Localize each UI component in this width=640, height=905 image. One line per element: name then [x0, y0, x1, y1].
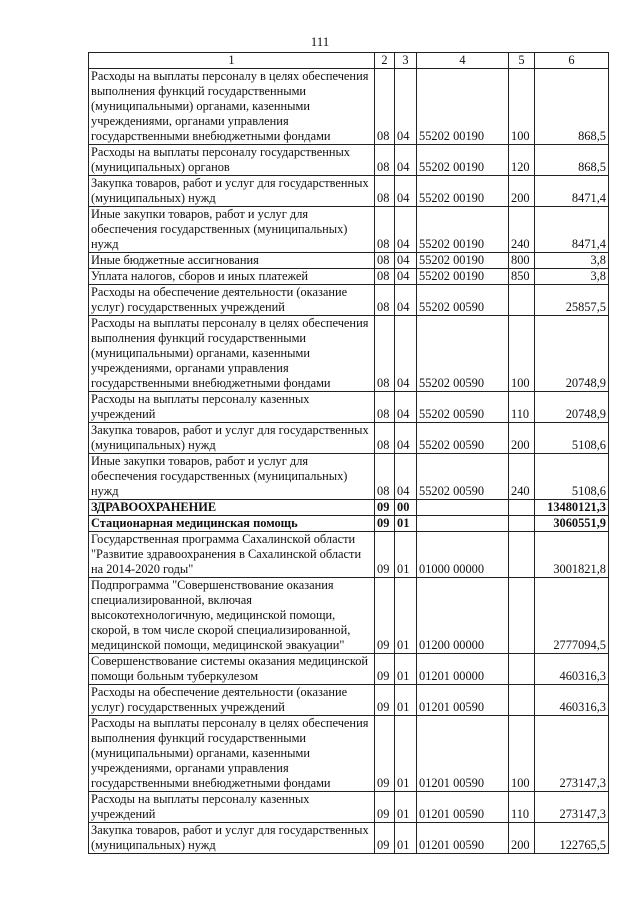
row-amount: 20748,9: [535, 392, 609, 423]
row-amount: 460316,3: [535, 685, 609, 716]
header-col-6: 6: [535, 53, 609, 69]
row-amount: 273147,3: [535, 792, 609, 823]
row-expense-type: [509, 654, 535, 685]
row-subsection: 01: [395, 823, 417, 854]
table-row: [89, 716, 609, 792]
row-name: Подпрограмма "Совершенствование оказания специализированной, включая высокотехнологичную, медицинской помощи, скорой, в том числе скорой специализированной, медицинской помощи, медицинской эвакуации": [89, 578, 375, 654]
row-subsection: 04: [395, 207, 417, 253]
table-row: [89, 685, 609, 716]
row-section: 09: [375, 792, 395, 823]
row-expense-type: [509, 516, 535, 532]
row-expense-type: 200: [509, 176, 535, 207]
row-target-article: 01201 00590: [417, 823, 509, 854]
row-amount: 460316,3: [535, 654, 609, 685]
header-col-4: 4: [417, 53, 509, 69]
row-section: 08: [375, 253, 395, 269]
row-name: Иные закупки товаров, работ и услуг для обеспечения государственных (муниципальных) нужд: [89, 207, 375, 253]
row-amount: 273147,3: [535, 716, 609, 792]
row-name: Закупка товаров, работ и услуг для государственных (муниципальных) нужд: [89, 823, 375, 854]
header-col-3: 3: [395, 53, 417, 69]
row-subsection: 01: [395, 654, 417, 685]
row-section: 09: [375, 500, 395, 516]
table-row: [89, 176, 609, 207]
table-row: [89, 792, 609, 823]
row-section: 08: [375, 392, 395, 423]
table-row: [89, 392, 609, 423]
row-expense-type: 100: [509, 716, 535, 792]
header-row: [89, 53, 609, 69]
row-target-article: 01200 00000: [417, 578, 509, 654]
row-section: 08: [375, 207, 395, 253]
row-amount: 3,8: [535, 253, 609, 269]
header-col-5: 5: [509, 53, 535, 69]
row-name: Расходы на выплаты персоналу казенных учреждений: [89, 392, 375, 423]
row-subsection: 01: [395, 716, 417, 792]
row-amount: 3060551,9: [535, 516, 609, 532]
budget-table: [88, 52, 609, 854]
row-subsection: 04: [395, 454, 417, 500]
table-row: [89, 532, 609, 578]
row-section: 08: [375, 316, 395, 392]
row-subsection: 04: [395, 176, 417, 207]
row-section: 09: [375, 716, 395, 792]
row-section: 08: [375, 454, 395, 500]
row-expense-type: 200: [509, 423, 535, 454]
row-expense-type: 110: [509, 792, 535, 823]
table-row: [89, 316, 609, 392]
row-amount: 2777094,5: [535, 578, 609, 654]
row-amount: 8471,4: [535, 176, 609, 207]
row-section: 09: [375, 654, 395, 685]
row-target-article: 55202 00190: [417, 145, 509, 176]
row-target-article: 55202 00590: [417, 392, 509, 423]
row-target-article: 55202 00190: [417, 269, 509, 285]
row-section: 08: [375, 69, 395, 145]
row-subsection: 04: [395, 423, 417, 454]
row-amount: 868,5: [535, 145, 609, 176]
row-subsection: 04: [395, 392, 417, 423]
row-name: Иные закупки товаров, работ и услуг для обеспечения государственных (муниципальных) нужд: [89, 454, 375, 500]
row-expense-type: 110: [509, 392, 535, 423]
table-row: [89, 285, 609, 316]
row-target-article: 55202 00590: [417, 285, 509, 316]
row-amount: 3001821,8: [535, 532, 609, 578]
row-target-article: 55202 00590: [417, 316, 509, 392]
row-target-article: 01201 00000: [417, 654, 509, 685]
row-expense-type: [509, 532, 535, 578]
row-subsection: 01: [395, 532, 417, 578]
row-amount: 5108,6: [535, 454, 609, 500]
header-col-2: 2: [375, 53, 395, 69]
row-amount: 868,5: [535, 69, 609, 145]
table-row: [89, 269, 609, 285]
row-expense-type: [509, 285, 535, 316]
table-row: [89, 654, 609, 685]
row-target-article: 55202 00590: [417, 423, 509, 454]
table-row: [89, 500, 609, 516]
row-target-article: 01201 00590: [417, 792, 509, 823]
row-amount: 13480121,3: [535, 500, 609, 516]
row-target-article: [417, 516, 509, 532]
row-name: Расходы на выплаты персоналу государственных (муниципальных) органов: [89, 145, 375, 176]
row-name: Уплата налогов, сборов и иных платежей: [89, 269, 375, 285]
row-expense-type: 850: [509, 269, 535, 285]
table-body: [89, 53, 609, 854]
row-subsection: 04: [395, 69, 417, 145]
row-subsection: 04: [395, 316, 417, 392]
row-subsection: 04: [395, 269, 417, 285]
row-target-article: 55202 00190: [417, 253, 509, 269]
row-name: Государственная программа Сахалинской области "Развитие здравоохранения в Сахалинской области на 2014-2020 годы": [89, 532, 375, 578]
row-name: Закупка товаров, работ и услуг для государственных (муниципальных) нужд: [89, 423, 375, 454]
row-section: 09: [375, 823, 395, 854]
page-number: 111: [310, 34, 330, 49]
row-section: 08: [375, 176, 395, 207]
row-target-article: 55202 00590: [417, 454, 509, 500]
row-target-article: 01201 00590: [417, 716, 509, 792]
row-name: Расходы на выплаты персоналу казенных учреждений: [89, 792, 375, 823]
row-name: Иные бюджетные ассигнования: [89, 253, 375, 269]
row-subsection: 01: [395, 685, 417, 716]
row-amount: 25857,5: [535, 285, 609, 316]
row-name: Расходы на обеспечение деятельности (оказание услуг) государственных учреждений: [89, 685, 375, 716]
row-expense-type: 800: [509, 253, 535, 269]
table-row: [89, 207, 609, 253]
row-expense-type: 100: [509, 316, 535, 392]
row-target-article: 01000 00000: [417, 532, 509, 578]
table-row: [89, 253, 609, 269]
row-expense-type: [509, 685, 535, 716]
row-name: Расходы на выплаты персоналу в целях обеспечения выполнения функций государственными (муниципальными) органами, казенными учреждениями, органами управления государственными внебюджетными фондами: [89, 69, 375, 145]
row-subsection: 01: [395, 578, 417, 654]
row-target-article: 55202 00190: [417, 69, 509, 145]
row-expense-type: 120: [509, 145, 535, 176]
row-section: 09: [375, 516, 395, 532]
row-name: Расходы на выплаты персоналу в целях обеспечения выполнения функций государственными (муниципальными) органами, казенными учреждениями, органами управления государственными внебюджетными фондами: [89, 716, 375, 792]
row-amount: 20748,9: [535, 316, 609, 392]
row-section: 08: [375, 423, 395, 454]
row-subsection: 00: [395, 500, 417, 516]
table-row: [89, 516, 609, 532]
row-section: 08: [375, 285, 395, 316]
row-section: 08: [375, 145, 395, 176]
row-name: Закупка товаров, работ и услуг для государственных (муниципальных) нужд: [89, 176, 375, 207]
row-amount: 8471,4: [535, 207, 609, 253]
row-target-article: 01201 00590: [417, 685, 509, 716]
row-expense-type: 240: [509, 207, 535, 253]
header-col-1: 1: [89, 53, 375, 69]
row-subsection: 01: [395, 516, 417, 532]
table-row: [89, 423, 609, 454]
row-section: 08: [375, 269, 395, 285]
row-name: Стационарная медицинская помощь: [89, 516, 375, 532]
row-amount: 3,8: [535, 269, 609, 285]
table-row: [89, 578, 609, 654]
row-name: ЗДРАВООХРАНЕНИЕ: [89, 500, 375, 516]
row-name: Расходы на обеспечение деятельности (оказание услуг) государственных учреждений: [89, 285, 375, 316]
row-target-article: 55202 00190: [417, 207, 509, 253]
row-expense-type: [509, 500, 535, 516]
table-row: [89, 454, 609, 500]
row-expense-type: [509, 578, 535, 654]
table-row: [89, 145, 609, 176]
row-subsection: 01: [395, 792, 417, 823]
row-subsection: 04: [395, 253, 417, 269]
row-amount: 5108,6: [535, 423, 609, 454]
row-name: Расходы на выплаты персоналу в целях обеспечения выполнения функций государственными (муниципальными) органами, казенными учреждениями, органами управления государственными внебюджетными фондами: [89, 316, 375, 392]
row-subsection: 04: [395, 145, 417, 176]
row-name: Совершенствование системы оказания медицинской помощи больным туберкулезом: [89, 654, 375, 685]
row-expense-type: 100: [509, 69, 535, 145]
row-expense-type: 240: [509, 454, 535, 500]
row-section: 09: [375, 578, 395, 654]
row-section: 09: [375, 685, 395, 716]
table-row: [89, 69, 609, 145]
table-row: [89, 823, 609, 854]
row-subsection: 04: [395, 285, 417, 316]
row-section: 09: [375, 532, 395, 578]
row-target-article: [417, 500, 509, 516]
row-expense-type: 200: [509, 823, 535, 854]
row-amount: 122765,5: [535, 823, 609, 854]
row-target-article: 55202 00190: [417, 176, 509, 207]
